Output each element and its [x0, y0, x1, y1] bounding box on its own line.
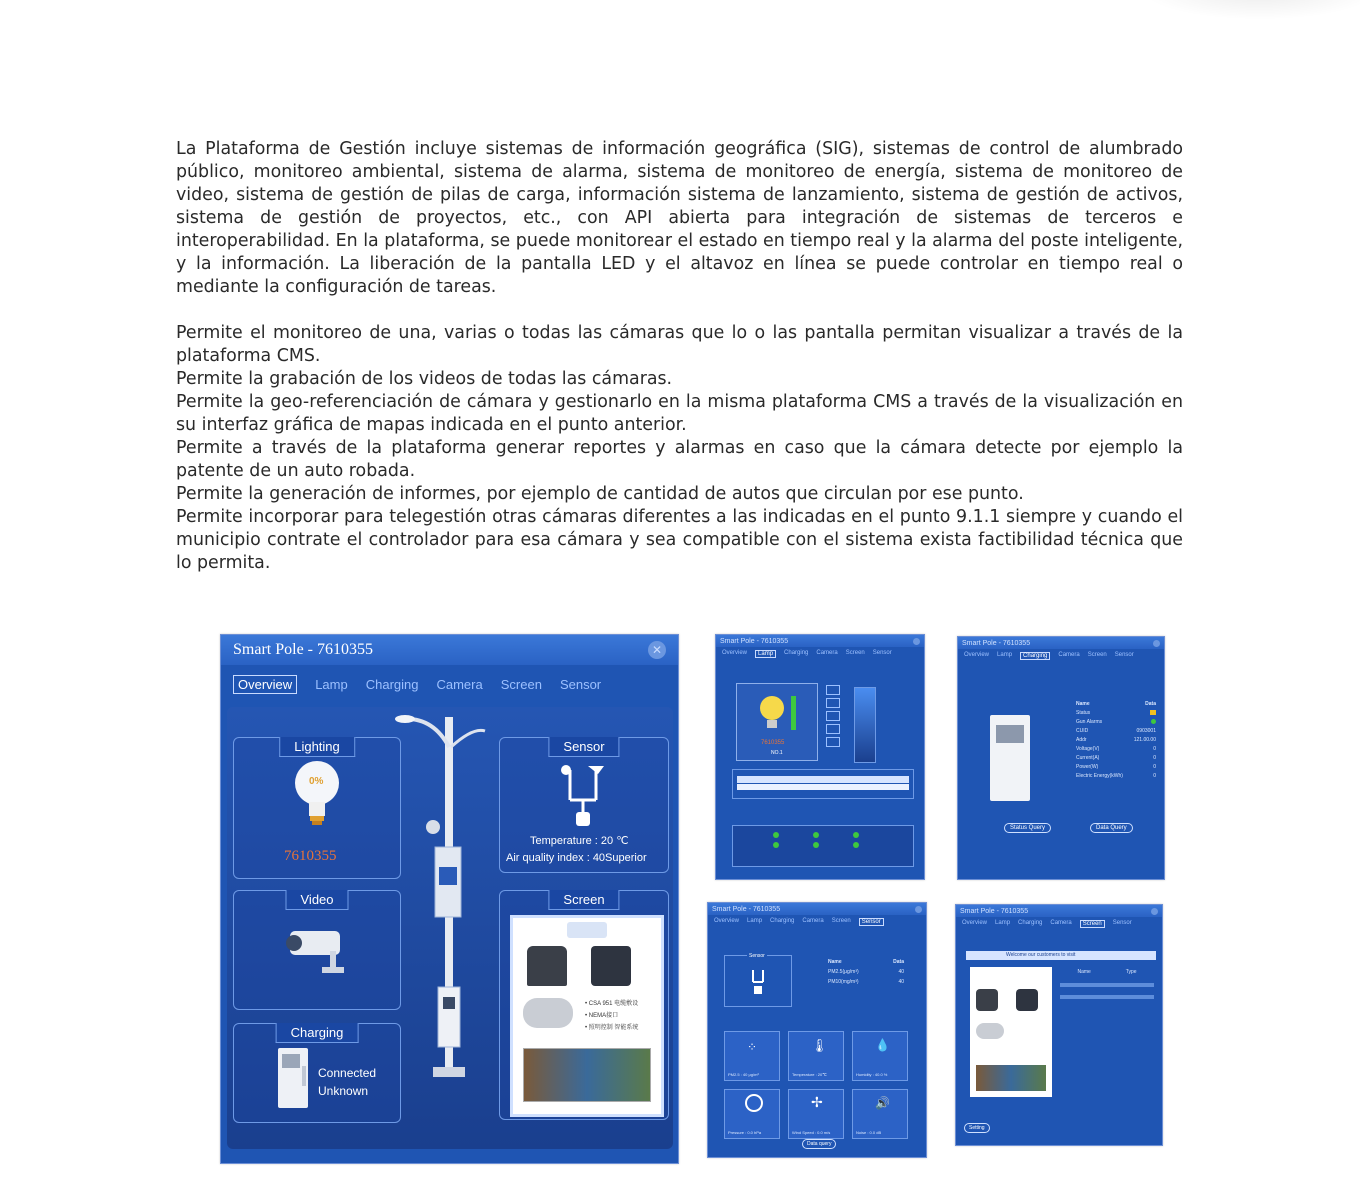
- charging-label: Charging: [276, 1023, 359, 1043]
- smart-pole-illustration: [393, 707, 503, 1087]
- droplet-icon: 💧: [875, 1038, 890, 1052]
- table-row: [1076, 773, 1156, 779]
- sensor-tabs: [708, 915, 926, 929]
- wind-value: Wind Speed : 0.0 m/s: [792, 1130, 831, 1135]
- row-name: PM10(mg/m³): [828, 979, 859, 985]
- status-dot: [813, 832, 819, 838]
- gauge-icon: [745, 1094, 763, 1112]
- dust-icon: ⁘: [747, 1040, 758, 1054]
- lamp-ctrl-btn[interactable]: [826, 724, 840, 734]
- preview-photo: [976, 1065, 1046, 1091]
- tab-overview[interactable]: Overview: [233, 675, 297, 694]
- screen-label: Screen: [548, 890, 619, 910]
- screen-preview: [510, 915, 664, 1117]
- paragraph-intro: La Plataforma de Gestión incluye sistemas de información geográfica (SIG), sistemas de control de alumbrado público, monitoreo ambiental, sistema de alarma, sistema de monitoreo de energía, sistema de monitoreo de video, sistema de gestión de pilas de carga, información sistema de lanzamiento, sistema de gestión de activos, sistema de gestión de proyectos, etc., con API abierta para integración de sistemas de terceros e interoperabilidad. En la plataforma, se puede monitorear el estado en tiempo real y la alarma del poste inteligente, y la información. La liberación de la pantalla LED y el altavoz en línea se puede controlar en tiempo real o mediante la configuración de tareas.: [176, 139, 1183, 297]
- screen-tab-camera[interactable]: Camera: [1050, 920, 1072, 926]
- screen-feature-list: [585, 998, 638, 1034]
- lamp-table-row: [737, 784, 909, 790]
- page-corner-shadow: [1140, 0, 1360, 20]
- sensor-label: Sensor: [548, 737, 619, 757]
- row-value: 40: [898, 979, 904, 985]
- row-name: Status: [1076, 710, 1091, 716]
- lamp-status-dots: [773, 832, 893, 848]
- status-dot: [853, 842, 859, 848]
- screen-content-preview: [970, 967, 1052, 1097]
- preview-lamp-1: [976, 989, 998, 1011]
- noise-tile: [852, 1089, 908, 1139]
- sensor-col-name: Name: [828, 959, 842, 965]
- screen-tabs: [956, 917, 1162, 931]
- table-row: [1076, 728, 1156, 734]
- humidity-value: Humidity : 40.0 %: [856, 1072, 888, 1077]
- lamp-tab-lamp[interactable]: Lamp: [755, 650, 776, 658]
- sensor-air-quality: Air quality index : 40Superior: [506, 852, 647, 864]
- screen-table-header: [1060, 969, 1154, 975]
- lighting-percent: 0%: [309, 776, 324, 787]
- street-lamp-image: [523, 998, 573, 1028]
- pressure-tile: [724, 1089, 780, 1139]
- sensor-tiles: [724, 1031, 914, 1139]
- cctv-camera-icon: [280, 921, 360, 981]
- row-value: 0: [1153, 773, 1156, 779]
- charging-tabs: [958, 649, 1164, 663]
- lamp-tabs: [716, 647, 924, 661]
- screen-tab-overview[interactable]: Overview: [962, 920, 988, 926]
- screen-col-name: Name: [1077, 969, 1091, 975]
- lamp-dimmer-slider[interactable]: [854, 687, 876, 763]
- speaker-icon: 🔊: [875, 1096, 890, 1110]
- charging-tab-screenshot: [957, 636, 1165, 880]
- charging-tab-lamp[interactable]: Lamp: [997, 652, 1013, 658]
- screen-tab-charging[interactable]: Charging: [1018, 920, 1043, 926]
- wind-turbine-icon: ✢: [811, 1094, 823, 1110]
- row-value: 0: [1153, 755, 1156, 761]
- pressure-value: Pressure : 0.0 hPa: [728, 1130, 762, 1135]
- screen-program-table: [1060, 969, 1154, 999]
- table-row: [1060, 983, 1154, 987]
- lamp-ctrl-btn[interactable]: [826, 737, 840, 747]
- paragraph-georef: Permite la geo-referenciación de cámara y gestionarlo en la misma plataforma CMS a través de la visualización en su interfaz gráfica de mapas indicada en el punto anterior.: [176, 392, 1183, 435]
- row-name: Voltage(V): [1076, 746, 1100, 752]
- lighting-label: Lighting: [279, 737, 355, 757]
- panel-titlebar: [221, 635, 678, 665]
- sensor-temperature: Temperature : 20 ℃: [530, 835, 629, 847]
- china-telecom-logo: [567, 922, 607, 938]
- video-label: Video: [285, 890, 348, 910]
- close-icon[interactable]: ✕: [648, 641, 666, 659]
- noise-value: Noise : 0.0 dB: [856, 1130, 882, 1135]
- lamp-ctrl-btn[interactable]: [826, 685, 840, 695]
- status-dot: [813, 842, 819, 848]
- lamp-preview-box: [736, 683, 818, 761]
- charging-col-data: Data: [1145, 701, 1156, 707]
- data-query-button[interactable]: Data Query: [1090, 823, 1133, 833]
- charging-data-table: [1076, 701, 1156, 779]
- panel-title: Smart Pole - 7610355: [233, 641, 373, 658]
- screen-titlebar: [956, 905, 1162, 917]
- row-name: CUID: [1076, 728, 1089, 734]
- screen-card[interactable]: [499, 890, 669, 1120]
- data-query-button[interactable]: Data query: [802, 1139, 836, 1149]
- lamp-tab-charging[interactable]: Charging: [784, 650, 809, 656]
- paragraph-other-cameras: Permite incorporar para telegestión otras cámaras diferentes a las indicadas en el punto 9.1.1 siempre y cuando el municipio contrate el controlador para esa cámara y sea compatible con el sistema exista factibilidad técnica que lo permita.: [176, 507, 1183, 573]
- lamp-title: Smart Pole - 7610355: [720, 637, 789, 645]
- tab-lamp[interactable]: Lamp: [315, 676, 348, 692]
- status-dot: [1151, 719, 1156, 724]
- row-name: Gun Alarms: [1076, 719, 1103, 725]
- temperature-tile: [788, 1031, 844, 1081]
- lamp-close-icon[interactable]: [913, 638, 920, 645]
- status-dot: [773, 832, 779, 838]
- lamp-ctrl-btn[interactable]: [826, 698, 840, 708]
- screen-col-type: Type: [1125, 969, 1137, 975]
- charging-titlebar: [958, 637, 1164, 649]
- sensor-tab-charging[interactable]: Charging: [770, 918, 795, 924]
- tab-sensor[interactable]: Sensor: [559, 676, 602, 692]
- lamp-ctrl-btn[interactable]: [826, 711, 840, 721]
- row-value: 40: [898, 969, 904, 975]
- lamp-pole-id: 7610355: [761, 740, 785, 746]
- humidity-tile: [852, 1031, 908, 1081]
- lamp-tab-screen[interactable]: Screen: [845, 650, 865, 656]
- bulb-icon: [292, 758, 342, 828]
- sensor-tab-screen[interactable]: Screen: [831, 918, 851, 924]
- table-row: [828, 969, 904, 975]
- preview-street-lamp: [976, 1023, 1004, 1039]
- lamp-control-column: [826, 685, 840, 759]
- screen-feature-1: • CSA 951 电缆敷设: [585, 1001, 639, 1007]
- screen-title: Smart Pole - 7610355: [960, 907, 1029, 915]
- charging-station-icon: [274, 1046, 314, 1110]
- table-row: [1076, 755, 1156, 761]
- sensor-col-data: Data: [893, 959, 904, 965]
- video-card[interactable]: [233, 890, 401, 1010]
- lamp-tab-overview[interactable]: Overview: [722, 650, 748, 656]
- row-name: Current(A): [1076, 755, 1100, 761]
- charging-tab-sensor[interactable]: Sensor: [1114, 652, 1134, 658]
- table-row: [1076, 764, 1156, 770]
- status-dot: [773, 842, 779, 848]
- smart-pole-overview-screenshot: [220, 634, 679, 1164]
- sensor-station-icon: [745, 968, 771, 998]
- charging-tab-overview[interactable]: Overview: [964, 652, 990, 658]
- screen-notice-text: Welcome our customers to visit: [1006, 952, 1076, 958]
- overview-pane: [227, 707, 673, 1149]
- table-row: [1060, 995, 1154, 999]
- table-row: [1076, 737, 1156, 743]
- table-row: [1076, 719, 1156, 725]
- table-row: [828, 979, 904, 985]
- tab-screen[interactable]: Screen: [500, 676, 542, 692]
- sensor-tab-camera[interactable]: Camera: [802, 918, 824, 924]
- status-dot: [853, 832, 859, 838]
- row-name: Addr: [1076, 737, 1087, 743]
- sensor-tab-screenshot: [707, 902, 927, 1158]
- sensor-tab-overview[interactable]: Overview: [714, 918, 740, 924]
- charging-status-2: Unknown: [318, 1084, 369, 1098]
- paragraph-monitoring: Permite el monitoreo de una, varias o todas las cámaras que lo o las pantalla permitan visualizar a través de la plataforma CMS.: [176, 323, 1183, 366]
- charging-close-icon[interactable]: [1153, 640, 1160, 647]
- preview-lamp-2: [1016, 989, 1038, 1011]
- wind-tile: [788, 1089, 844, 1139]
- charging-col-name: Name: [1076, 701, 1090, 707]
- lamp-status-panel: [732, 825, 914, 867]
- screen-close-icon[interactable]: [1151, 908, 1158, 915]
- tab-charging[interactable]: Charging: [365, 676, 419, 692]
- charging-title: Smart Pole - 7610355: [962, 639, 1031, 647]
- paragraph-recording: Permite la grabación de los videos de todas las cámaras.: [176, 369, 673, 389]
- lamp-product-image: [527, 946, 567, 986]
- table-row: [1076, 710, 1156, 716]
- screen-tab-screenshot: [955, 904, 1163, 1146]
- screen-feature-3: • 照明控制 智能系统: [585, 1025, 639, 1031]
- tab-camera[interactable]: Camera: [436, 676, 483, 692]
- sensor-table-header: [828, 959, 904, 965]
- sensor-data-table: [828, 959, 904, 985]
- charger-image: [990, 715, 1030, 801]
- lighting-card[interactable]: [233, 737, 401, 879]
- lamp-table-header: [737, 776, 909, 783]
- sensor-titlebar: [708, 903, 926, 915]
- screen-feature-2: • NEMA接口: [585, 1013, 619, 1019]
- body-text: [176, 138, 1183, 575]
- lamp-tab-sensor[interactable]: Sensor: [872, 650, 892, 656]
- charging-tab-camera[interactable]: Camera: [1058, 652, 1080, 658]
- status-icon: [1150, 710, 1156, 715]
- sensor-device-label: Sensor: [749, 953, 765, 959]
- pm25-tile: [724, 1031, 780, 1081]
- weather-station-icon: [548, 760, 618, 830]
- lamp-level-bar: [791, 696, 796, 730]
- charger-screen: [996, 725, 1024, 743]
- lamp-no: NO.1: [771, 750, 783, 756]
- thermometer-icon: 🌡: [811, 1038, 828, 1053]
- row-name: Power(W): [1076, 764, 1099, 770]
- lamp-bulb-icon: [757, 694, 787, 734]
- charging-card[interactable]: [233, 1023, 401, 1123]
- charging-status: Connected: [318, 1066, 377, 1080]
- charging-tab-screen[interactable]: Screen: [1087, 652, 1107, 658]
- row-value: 121.00.00: [1133, 737, 1156, 743]
- lighting-pole-id: 7610355: [284, 848, 337, 864]
- paragraph-reports: Permite la generación de informes, por ejemplo de cantidad de autos que circulan por ese punto.: [176, 484, 1024, 504]
- screen-tab-lamp[interactable]: Lamp: [995, 920, 1011, 926]
- lamp-product-image-2: [591, 946, 631, 986]
- lamp-tab-screenshot: [715, 634, 925, 880]
- screen-tab-screen[interactable]: Screen: [1080, 920, 1105, 928]
- temperature-value: Temperature : 20℃: [792, 1072, 827, 1077]
- charging-tab-charging[interactable]: Charging: [1020, 652, 1050, 660]
- screen-notice-bar: [966, 951, 1156, 960]
- row-value: 0903001: [1136, 728, 1156, 734]
- sensor-title: Smart Pole - 7610355: [712, 905, 781, 913]
- row-name: Electric Energy(kWh): [1076, 773, 1123, 779]
- sensor-tab-lamp[interactable]: Lamp: [747, 918, 763, 924]
- sensor-close-icon[interactable]: [915, 906, 922, 913]
- sensor-card[interactable]: [499, 737, 669, 873]
- charging-table-header: [1076, 701, 1156, 707]
- row-name: PM2.5(μg/m³): [828, 969, 859, 975]
- paragraph-alarms: Permite a través de la plataforma generar reportes y alarmas en caso que la cámara detecte por ejemplo la patente de un auto robada.: [176, 438, 1183, 481]
- sensor-tab-sensor[interactable]: Sensor: [859, 918, 884, 926]
- screen-photo-strip: [523, 1048, 651, 1102]
- setting-button[interactable]: Setting: [964, 1123, 990, 1133]
- lamp-query-table: [732, 769, 914, 799]
- lamp-titlebar: [716, 635, 924, 647]
- panel-tabs: [221, 665, 678, 703]
- lamp-tab-camera[interactable]: Camera: [816, 650, 838, 656]
- screen-tab-sensor[interactable]: Sensor: [1112, 920, 1132, 926]
- table-row: [1076, 746, 1156, 752]
- status-query-button[interactable]: Status Query: [1004, 823, 1051, 833]
- sensor-device-box: [724, 955, 792, 1007]
- pm25-value: PM2.5 : 40 μg/m³: [728, 1072, 759, 1077]
- row-value: 0: [1153, 764, 1156, 770]
- row-value: 0: [1153, 746, 1156, 752]
